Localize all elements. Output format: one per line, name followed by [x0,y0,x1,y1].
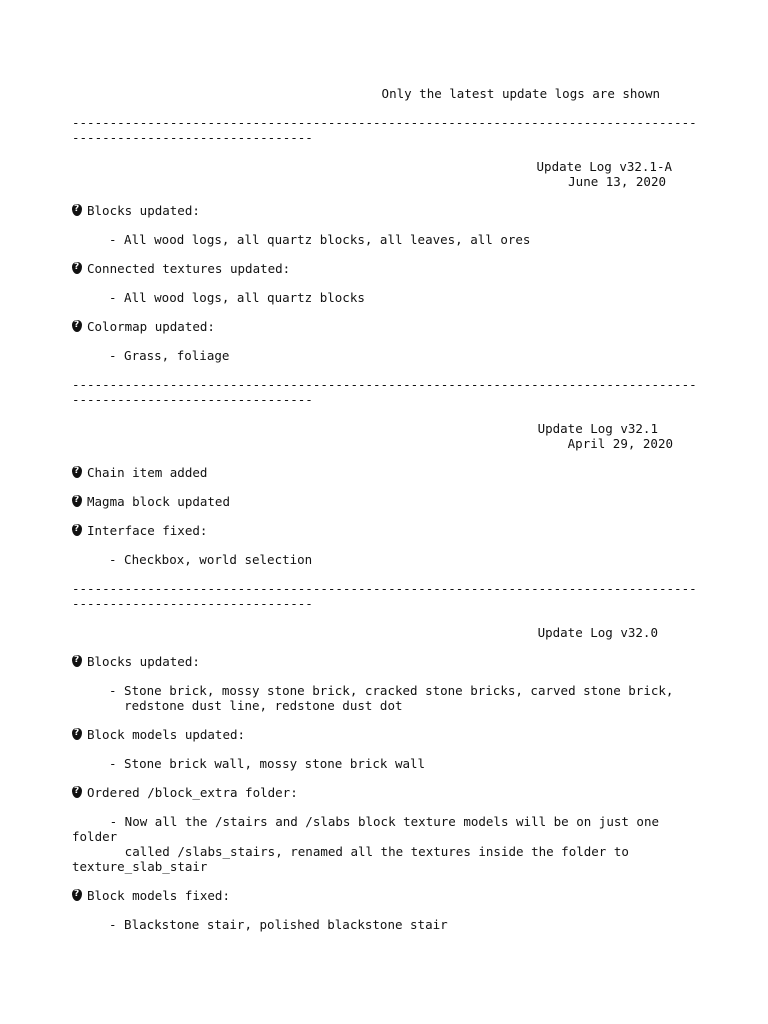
log-title: Update Log v32.0 [537,625,658,640]
separator: ------------------------------------------------------------------------------------------------------------------- [72,377,697,407]
log-item-text: Connected textures updated: [87,261,291,276]
bullet-icon [72,655,82,667]
log-title-block [72,159,702,189]
log-item-detail-continued: redstone dust line, redstone dust dot [109,698,403,713]
log-item-text: Ordered /block_extra folder: [87,785,298,800]
log-item-detail: - Checkbox, world selection [109,552,313,567]
header-note: Only the latest update logs are shown [381,86,660,101]
log-item [72,888,702,903]
log-item-text: Block models fixed: [87,888,230,903]
separator: ------------------------------------------------------------------------------------------------------------------- [72,115,697,145]
update-log-document [72,86,702,946]
log-item-detail-line: texture_slab_stair [72,859,208,874]
log-item-detail: - All wood logs, all quartz blocks [109,290,365,305]
log-item-text: Interface fixed: [87,523,208,538]
bullet-icon [72,262,82,274]
log-title-block [72,625,702,640]
log-item [72,319,702,334]
separator: ------------------------------------------------------------------------------------------------------------------- [72,581,697,611]
bullet-icon [72,728,82,740]
log-title-block [72,421,702,451]
bullet-icon [72,466,82,478]
log-item [72,203,702,218]
log-item-detail-block [72,814,702,874]
log-item-detail-line: folder [72,829,118,844]
log-item [72,465,702,480]
bullet-icon [72,786,82,798]
log-item-detail: - Grass, foliage [109,348,230,363]
log-item-detail: - Stone brick, mossy stone brick, cracked stone bricks, carved stone brick, [109,683,674,698]
log-item-detail: - Blackstone stair, polished blackstone stair [109,917,448,932]
log-item [72,261,702,276]
log-item-detail-line: - Now all the /stairs and /slabs block texture models will be on just one [72,814,659,829]
log-item-text: Chain item added [87,465,208,480]
log-item-detail: - Stone brick wall, mossy stone brick wall [109,756,426,771]
log-item [72,785,702,800]
log-item [72,523,702,538]
log-item-text: Block models updated: [87,727,246,742]
bullet-icon [72,204,82,216]
log-item-text: Colormap updated: [87,319,215,334]
log-item [72,654,702,669]
log-item [72,727,702,742]
log-title: Update Log v32.1 [537,421,658,436]
bullet-icon [72,524,82,536]
log-date: April 29, 2020 [567,436,673,451]
log-item-text: Magma block updated [87,494,230,509]
log-item [72,494,702,509]
log-date: June 13, 2020 [568,174,666,189]
bullet-icon [72,320,82,332]
log-title: Update Log v32.1-A [536,159,672,174]
log-item-detail: - All wood logs, all quartz blocks, all leaves, all ores [109,232,531,247]
log-item-text: Blocks updated: [87,203,200,218]
bullet-icon [72,495,82,507]
log-item-text: Blocks updated: [87,654,200,669]
bullet-icon [72,889,82,901]
log-item-detail-line: called /slabs_stairs, renamed all the textures inside the folder to [72,844,629,859]
